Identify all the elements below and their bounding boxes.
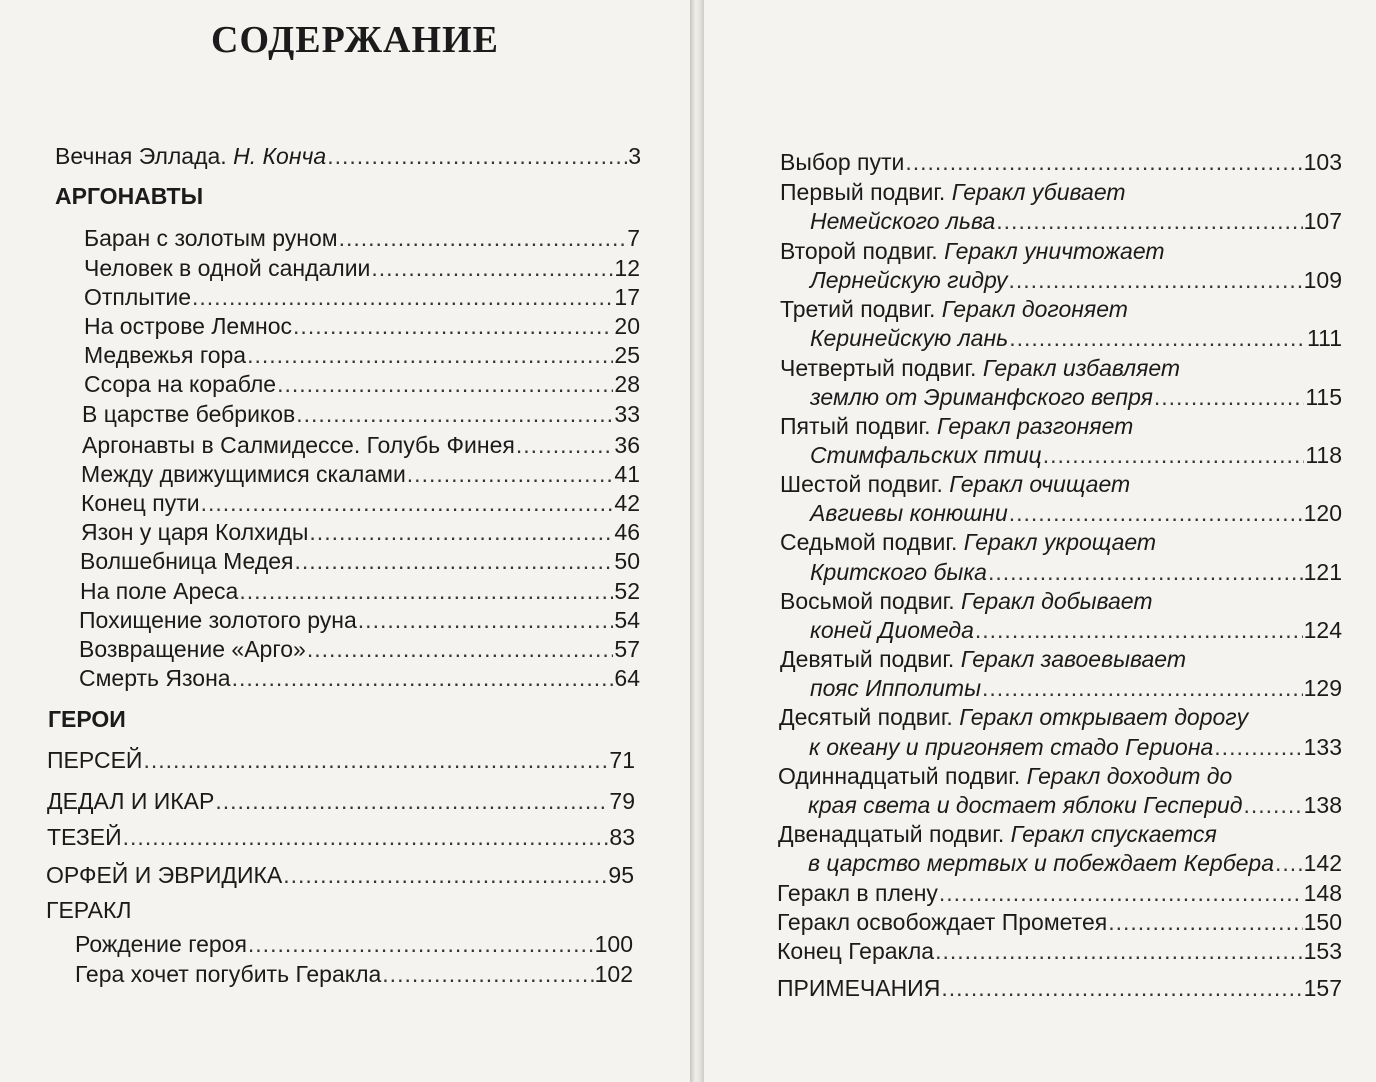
labour-title-line[interactable] — [780, 178, 1126, 206]
toc-entry-page: 52 — [614, 578, 640, 604]
leader-dots — [307, 635, 614, 663]
leader-dots — [939, 879, 1303, 907]
toc-entry-page: 41 — [614, 461, 640, 487]
toc-entry-page: 46 — [614, 519, 640, 545]
toc-entry-page: 50 — [614, 548, 640, 574]
labour-title-line[interactable] — [780, 412, 1133, 440]
labour-title: Первый подвиг. — [780, 179, 946, 205]
labour-title-line[interactable] — [778, 820, 1217, 848]
toc-entry-label: Немейского льва — [810, 208, 996, 234]
leader-dots — [277, 370, 613, 398]
toc-entry-label: ПРИМЕЧАНИЯ — [777, 975, 941, 1001]
toc-entry-label: Геракл в плену — [777, 880, 938, 906]
toc-entry-page: 95 — [608, 862, 634, 888]
leader-dots — [935, 937, 1303, 965]
labour-title-line[interactable] — [779, 703, 1248, 731]
toc-entry-label: Конец Геракла — [777, 938, 935, 964]
leader-dots — [215, 787, 608, 815]
leader-dots — [358, 606, 614, 634]
toc-entry-page: 42 — [614, 490, 640, 516]
toc-entry-page: 17 — [614, 284, 640, 310]
leader-dots — [201, 489, 614, 517]
toc-entry-page: 71 — [609, 747, 635, 773]
toc-entry[interactable] — [82, 400, 640, 428]
labour-title-line[interactable] — [780, 470, 1130, 498]
toc-entry-label: Лернейскую гидру — [810, 267, 1008, 293]
toc-entry-label: Баран с золотым руном — [84, 225, 338, 251]
labour-desc: Геракл догоняет — [941, 296, 1128, 322]
labour-desc: Геракл укрощает — [963, 529, 1157, 555]
toc-entry[interactable] — [79, 606, 640, 634]
toc-entry-page: 54 — [614, 607, 640, 633]
labour-title-line[interactable] — [780, 237, 1165, 265]
toc-entry[interactable] — [47, 746, 635, 774]
toc-entry-page: 109 — [1303, 267, 1342, 293]
labour-desc: Геракл добывает — [961, 588, 1153, 614]
toc-entry-page: 124 — [1303, 617, 1342, 643]
leader-dots — [1009, 266, 1303, 294]
toc-entry[interactable] — [777, 908, 1342, 936]
toc-entry-label: в царство мертвых и побеждает Кербера — [808, 850, 1275, 876]
labour-title-line[interactable] — [780, 645, 1186, 673]
labour-title-line[interactable] — [780, 587, 1153, 615]
leader-dots — [1108, 908, 1302, 936]
toc-entry-label: Человек в одной сандалии — [84, 255, 371, 281]
leader-dots — [1154, 383, 1304, 411]
toc-entry-page: 100 — [594, 931, 633, 957]
leader-dots — [382, 960, 593, 988]
toc-entry[interactable] — [80, 577, 640, 605]
leader-dots — [309, 518, 613, 546]
toc-entry-page: 57 — [614, 636, 640, 662]
toc-entry[interactable] — [808, 849, 1342, 877]
toc-entry-label: Выбор пути — [780, 149, 905, 175]
toc-entry-label: Ссора на корабле — [84, 371, 277, 397]
leader-dots — [1214, 733, 1302, 761]
leader-dots — [371, 254, 613, 282]
toc-entry[interactable] — [84, 312, 640, 340]
toc-entry[interactable] — [810, 266, 1342, 294]
toc-entry[interactable] — [810, 499, 1342, 527]
toc-entry-page: 133 — [1303, 734, 1342, 760]
toc-entry-page: 28 — [614, 371, 640, 397]
leader-dots — [1043, 441, 1305, 469]
leader-dots — [339, 224, 627, 252]
page-title: СОДЕРЖАНИЕ — [211, 19, 499, 61]
toc-entry[interactable] — [810, 558, 1342, 586]
labour-title: Пятый подвиг. — [780, 413, 931, 439]
section-heading-heroes: ГЕРОИ — [48, 706, 126, 732]
labour-title-line[interactable] — [780, 354, 1180, 382]
toc-entry-label: Аргонавты в Салмидессе. Голубь Финея — [82, 432, 515, 458]
toc-entry[interactable] — [810, 616, 1342, 644]
book-gutter — [690, 0, 704, 1082]
toc-entry-page: 148 — [1303, 880, 1342, 906]
toc-entry[interactable] — [810, 324, 1342, 352]
toc-entry-label: Керинейскую лань — [810, 325, 1009, 351]
labour-title: Десятый подвиг. — [779, 704, 953, 730]
leader-dots — [516, 431, 614, 459]
leader-dots — [239, 577, 613, 605]
right-page — [704, 0, 1376, 1082]
labour-desc: Геракл уничтожает — [944, 238, 1165, 264]
toc-entry-page: 83 — [609, 824, 635, 850]
toc-entry-label: Рождение героя — [75, 931, 247, 957]
leader-dots — [248, 930, 594, 958]
toc-entry-page: 3 — [628, 143, 641, 169]
toc-entry-author: Н. Конча — [233, 143, 327, 169]
toc-entry[interactable] — [79, 664, 640, 692]
leader-dots — [232, 664, 614, 692]
labour-desc: Геракл спускается — [1010, 821, 1217, 847]
toc-entry-label: Возвращение «Арго» — [79, 636, 306, 662]
toc-entry-page: 157 — [1303, 975, 1342, 1001]
toc-entry[interactable] — [46, 861, 634, 889]
toc-entry-label: Похищение золотого руна — [79, 607, 357, 633]
toc-entry[interactable] — [75, 930, 633, 958]
labour-desc: Геракл избавляет — [982, 355, 1181, 381]
labour-title: Четвертый подвиг. — [780, 355, 977, 381]
toc-entry-label: коней Диомеда — [810, 617, 974, 643]
toc-entry-page: 36 — [614, 432, 640, 458]
toc-entry[interactable] — [810, 383, 1342, 411]
toc-entry-notes[interactable] — [777, 974, 1342, 1002]
toc-entry-page: 115 — [1305, 384, 1342, 410]
toc-entry[interactable] — [777, 937, 1342, 965]
leader-dots — [327, 142, 627, 170]
toc-entry[interactable] — [84, 341, 640, 369]
toc-entry-intro[interactable] — [55, 142, 641, 170]
leader-dots — [294, 547, 613, 575]
toc-entry-page: 121 — [1303, 559, 1342, 585]
toc-entry-label: Медвежья гора — [84, 342, 247, 368]
toc-entry[interactable] — [810, 674, 1342, 702]
toc-entry[interactable] — [82, 431, 640, 459]
labour-desc: Геракл доходит до — [1026, 763, 1233, 789]
toc-entry-page: 138 — [1303, 792, 1342, 818]
labour-title: Одиннадцатый подвиг. — [778, 763, 1021, 789]
toc-entry-page: 7 — [627, 225, 640, 251]
toc-entry[interactable] — [47, 787, 635, 815]
labour-title: Двенадцатый подвиг. — [778, 821, 1005, 847]
toc-entry-label: Отплытие — [84, 284, 192, 310]
labour-title-line[interactable] — [778, 762, 1232, 790]
toc-entry-label: Смерть Язона — [79, 665, 231, 691]
leader-dots — [996, 207, 1302, 235]
leader-dots — [1275, 849, 1303, 877]
toc-entry-page: 142 — [1303, 850, 1342, 876]
toc-entry[interactable] — [81, 518, 640, 546]
toc-entry-label: ПЕРСЕЙ — [47, 747, 143, 773]
toc-entry-label: к океану и пригоняет стадо Гериона — [809, 734, 1214, 760]
toc-entry-label: ДЕДАЛ И ИКАР — [47, 788, 215, 814]
toc-entry[interactable] — [81, 460, 640, 488]
toc-entry-page: 118 — [1305, 442, 1342, 468]
leader-dots — [283, 861, 607, 889]
toc-entry-label: ТЕЗЕЙ — [47, 824, 122, 850]
labour-desc: Геракл очищает — [949, 471, 1131, 497]
labour-title: Седьмой подвиг. — [780, 529, 958, 555]
toc-entry-label: Стимфальских птиц — [810, 442, 1042, 468]
labour-title-line[interactable] — [780, 528, 1156, 556]
toc-entry[interactable] — [810, 441, 1342, 469]
leader-dots — [296, 400, 613, 428]
toc-entry-label: землю от Эриманфского вепря — [810, 384, 1153, 410]
toc-entry[interactable] — [80, 547, 640, 575]
leader-dots — [975, 616, 1303, 644]
toc-entry[interactable] — [81, 489, 640, 517]
toc-entry-label: края света и достает яблоки Гесперид — [808, 792, 1243, 818]
toc-entry-page: 102 — [594, 961, 633, 987]
labour-title: Девятый подвиг. — [780, 646, 955, 672]
leader-dots — [982, 674, 1303, 702]
toc-entry-label: Волшебница Медея — [80, 548, 294, 574]
leader-dots — [1009, 324, 1306, 352]
toc-entry[interactable] — [84, 283, 640, 311]
leader-dots — [988, 558, 1303, 586]
labour-title: Третий подвиг. — [780, 296, 936, 322]
toc-entry-label: На острове Лемнос — [84, 313, 293, 339]
toc-entry-page: 129 — [1303, 675, 1342, 701]
toc-entry-label: ОРФЕЙ И ЭВРИДИКА — [46, 862, 283, 888]
toc-entry-label: Между движущимися скалами — [81, 461, 406, 487]
toc-entry[interactable] — [47, 823, 635, 851]
leader-dots — [941, 974, 1302, 1002]
toc-entry[interactable] — [809, 733, 1342, 761]
toc-entry-page: 107 — [1303, 208, 1342, 234]
toc-entry[interactable] — [84, 224, 640, 252]
toc-entry[interactable] — [810, 207, 1342, 235]
leader-dots — [905, 148, 1302, 176]
labour-desc: Геракл завоевывает — [960, 646, 1187, 672]
toc-entry-page: 12 — [614, 255, 640, 281]
leader-dots — [1009, 499, 1303, 527]
toc-entry-page: 79 — [609, 788, 635, 814]
toc-entry-label: На поле Ареса — [80, 578, 239, 604]
leader-dots — [247, 341, 613, 369]
toc-entry-label: Геракл освобождает Прометея — [777, 909, 1108, 935]
toc-entry-label: В царстве бебриков — [82, 401, 296, 427]
toc-entry-label: Авгиевы конюшни — [810, 500, 1008, 526]
toc-entry-page: 20 — [614, 313, 640, 339]
leader-dots — [143, 746, 608, 774]
toc-entry-page: 25 — [614, 342, 640, 368]
labour-desc: Геракл открывает дорогу — [959, 704, 1249, 730]
toc-entry[interactable] — [780, 148, 1342, 176]
toc-entry-label: Критского быка — [810, 559, 987, 585]
toc-entry[interactable] — [777, 879, 1342, 907]
toc-entry-label: Язон у царя Колхиды — [81, 519, 309, 545]
section-heading-argonauts: АРГОНАВТЫ — [55, 183, 204, 209]
labour-desc: Геракл убивает — [951, 179, 1126, 205]
toc-entry[interactable] — [808, 791, 1342, 819]
leader-dots — [1244, 791, 1303, 819]
toc-entry-page: 153 — [1303, 938, 1342, 964]
leader-dots — [192, 283, 613, 311]
labour-title: Второй подвиг. — [780, 238, 938, 264]
toc-entry[interactable] — [75, 960, 633, 988]
labour-title: Шестой подвиг. — [780, 471, 943, 497]
labour-title: Восьмой подвиг. — [780, 588, 955, 614]
leader-dots — [293, 312, 613, 340]
toc-entry-page: 103 — [1303, 149, 1342, 175]
toc-entry-page: 120 — [1303, 500, 1342, 526]
toc-entry-page: 111 — [1307, 325, 1342, 351]
toc-entry-page: 64 — [614, 665, 640, 691]
leader-dots — [407, 460, 614, 488]
toc-entry-label: Конец пути — [81, 490, 200, 516]
toc-entry[interactable] — [84, 370, 640, 398]
toc-entry[interactable] — [79, 635, 640, 663]
labour-title-line[interactable] — [780, 295, 1128, 323]
toc-entry[interactable] — [84, 254, 640, 282]
labour-desc: Геракл разгоняет — [936, 413, 1134, 439]
toc-entry-label: пояс Ипполиты — [810, 675, 982, 701]
toc-entry-label: Гера хочет погубить Геракла — [75, 961, 382, 987]
toc-entry-label: Вечная Эллада. — [55, 143, 227, 169]
leader-dots — [123, 823, 609, 851]
section-heading-heracles: ГЕРАКЛ — [46, 897, 132, 923]
toc-entry-page: 150 — [1303, 909, 1342, 935]
toc-entry-page: 33 — [614, 401, 640, 427]
